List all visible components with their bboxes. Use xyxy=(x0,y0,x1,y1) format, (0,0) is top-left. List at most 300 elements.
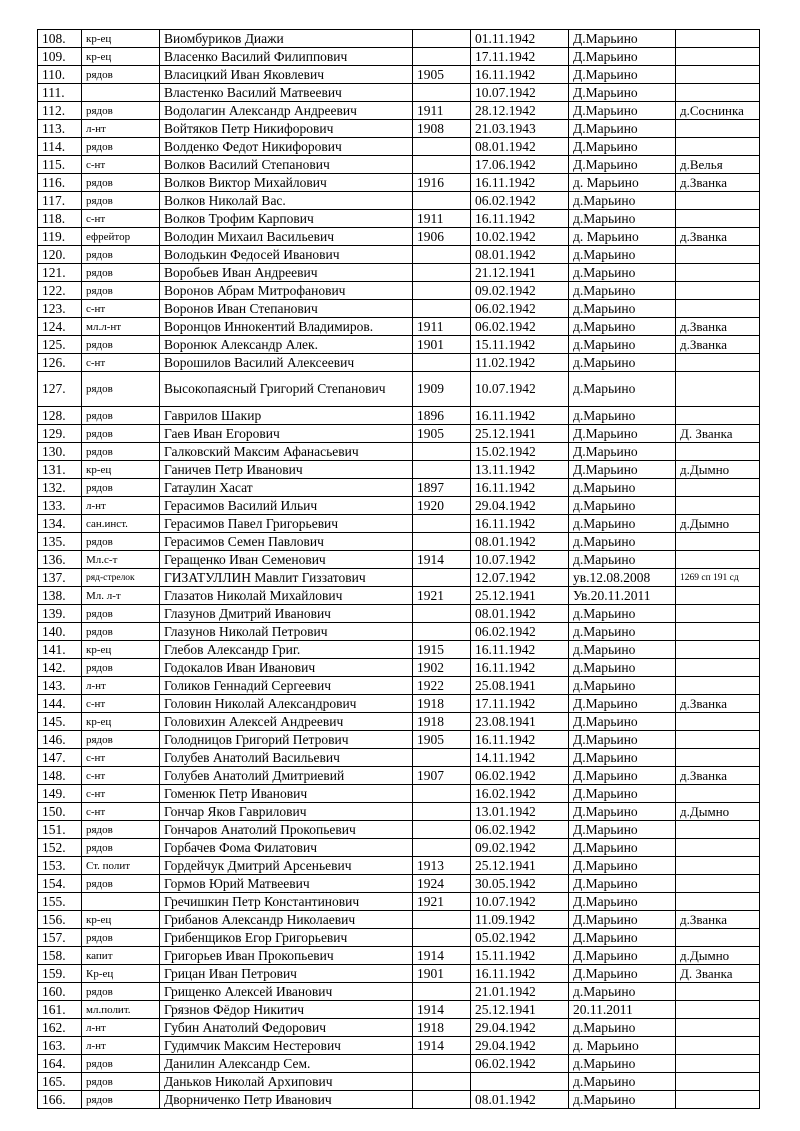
note-cell xyxy=(676,1019,760,1037)
table-row xyxy=(38,533,760,551)
burial-place-cell: Д.Марьино xyxy=(569,120,676,138)
row-number: 127. xyxy=(38,372,82,407)
death-date-cell: 17.11.1942 xyxy=(471,48,569,66)
row-number: 142. xyxy=(38,659,82,677)
name-cell: Водолагин Александр Андреевич xyxy=(160,102,413,120)
burial-place-cell: д.Марьино xyxy=(569,605,676,623)
table-row xyxy=(38,731,760,749)
rank-cell: Мл.с-т xyxy=(82,551,160,569)
name-cell: Гаврилов Шакир xyxy=(160,407,413,425)
table-row xyxy=(38,300,760,318)
table-row xyxy=(38,821,760,839)
note-cell xyxy=(676,1001,760,1019)
note-cell xyxy=(676,210,760,228)
burial-place-cell: д.Марьино xyxy=(569,192,676,210)
row-number: 122. xyxy=(38,282,82,300)
burial-place-cell: Д.Марьино xyxy=(569,875,676,893)
burial-place-cell: Д.Марьино xyxy=(569,443,676,461)
death-date-cell: 08.01.1942 xyxy=(471,605,569,623)
burial-place-cell: Д.Марьино xyxy=(569,911,676,929)
death-date-cell: 09.02.1942 xyxy=(471,282,569,300)
rank-cell: с-нт xyxy=(82,803,160,821)
birth-year-cell xyxy=(413,354,471,372)
table-row xyxy=(38,1091,760,1109)
burial-place-cell: Д.Марьино xyxy=(569,929,676,947)
name-cell: Дворниченко Петр Иванович xyxy=(160,1091,413,1109)
burial-place-cell: Д.Марьино xyxy=(569,713,676,731)
table-row xyxy=(38,929,760,947)
rank-cell: рядов xyxy=(82,102,160,120)
table-row xyxy=(38,587,760,605)
table-row xyxy=(38,120,760,138)
row-number: 155. xyxy=(38,893,82,911)
note-cell: д.Дымно xyxy=(676,515,760,533)
row-number: 123. xyxy=(38,300,82,318)
death-date-cell: 28.12.1942 xyxy=(471,102,569,120)
birth-year-cell xyxy=(413,300,471,318)
name-cell: Грибенщиков Егор Григорьевич xyxy=(160,929,413,947)
burial-place-cell: Д.Марьино xyxy=(569,839,676,857)
rank-cell: ряд-стрелок xyxy=(82,569,160,587)
row-number: 137. xyxy=(38,569,82,587)
row-number: 128. xyxy=(38,407,82,425)
death-date-cell: 15.11.1942 xyxy=(471,947,569,965)
note-cell: 1269 сп 191 сд xyxy=(676,569,760,587)
burial-place-cell: Д.Марьино xyxy=(569,893,676,911)
table-row xyxy=(38,767,760,785)
name-cell: Гоменюк Петр Иванович xyxy=(160,785,413,803)
name-cell: Глазунов Николай Петрович xyxy=(160,623,413,641)
burial-place-cell: д.Марьино xyxy=(569,479,676,497)
table-row xyxy=(38,354,760,372)
death-date-cell: 16.11.1942 xyxy=(471,174,569,192)
rank-cell: Мл. л-т xyxy=(82,587,160,605)
burial-place-cell: Д.Марьино xyxy=(569,785,676,803)
note-cell: д.Соснинка xyxy=(676,102,760,120)
rank-cell: Кр-ец xyxy=(82,965,160,983)
burial-list-table xyxy=(37,29,760,1109)
death-date-cell: 16.11.1942 xyxy=(471,965,569,983)
row-number: 115. xyxy=(38,156,82,174)
row-number: 138. xyxy=(38,587,82,605)
rank-cell: ефрейтор xyxy=(82,228,160,246)
note-cell: д.Велья xyxy=(676,156,760,174)
death-date-cell: 09.02.1942 xyxy=(471,839,569,857)
note-cell: д.Званка xyxy=(676,336,760,354)
table-row xyxy=(38,659,760,677)
burial-place-cell: Д.Марьино xyxy=(569,749,676,767)
row-number: 117. xyxy=(38,192,82,210)
birth-year-cell xyxy=(413,1055,471,1073)
death-date-cell: 15.02.1942 xyxy=(471,443,569,461)
birth-year-cell xyxy=(413,515,471,533)
birth-year-cell: 1897 xyxy=(413,479,471,497)
row-number: 159. xyxy=(38,965,82,983)
death-date-cell: 06.02.1942 xyxy=(471,192,569,210)
name-cell: Володькин Федосей Иванович xyxy=(160,246,413,264)
burial-place-cell: Д.Марьино xyxy=(569,695,676,713)
name-cell: Володин Михаил Васильевич xyxy=(160,228,413,246)
death-date-cell: 11.09.1942 xyxy=(471,911,569,929)
burial-place-cell: д.Марьино xyxy=(569,372,676,407)
table-row xyxy=(38,605,760,623)
row-number: 151. xyxy=(38,821,82,839)
note-cell xyxy=(676,785,760,803)
burial-place-cell: ув.12.08.2008 xyxy=(569,569,676,587)
burial-place-cell: Д.Марьино xyxy=(569,425,676,443)
birth-year-cell xyxy=(413,282,471,300)
note-cell xyxy=(676,48,760,66)
birth-year-cell xyxy=(413,264,471,282)
name-cell: Головин Николай Александрович xyxy=(160,695,413,713)
burial-place-cell: д.Марьино xyxy=(569,1055,676,1073)
birth-year-cell xyxy=(413,48,471,66)
note-cell xyxy=(676,30,760,48)
birth-year-cell xyxy=(413,138,471,156)
death-date-cell: 25.12.1941 xyxy=(471,587,569,605)
burial-place-cell: Д.Марьино xyxy=(569,138,676,156)
rank-cell: л-нт xyxy=(82,1037,160,1055)
burial-place-cell: д.Марьино xyxy=(569,515,676,533)
burial-place-cell: Д.Марьино xyxy=(569,857,676,875)
note-cell xyxy=(676,84,760,102)
rank-cell: рядов xyxy=(82,731,160,749)
death-date-cell: 16.02.1942 xyxy=(471,785,569,803)
name-cell: ГИЗАТУЛЛИН Мавлит Гиззатович xyxy=(160,569,413,587)
burial-place-cell: Д.Марьино xyxy=(569,30,676,48)
row-number: 118. xyxy=(38,210,82,228)
name-cell: Грищенко Алексей Иванович xyxy=(160,983,413,1001)
birth-year-cell xyxy=(413,30,471,48)
birth-year-cell xyxy=(413,929,471,947)
rank-cell: рядов xyxy=(82,623,160,641)
death-date-cell: 25.12.1941 xyxy=(471,857,569,875)
rank-cell: рядов xyxy=(82,336,160,354)
death-date-cell: 06.02.1942 xyxy=(471,318,569,336)
birth-year-cell xyxy=(413,749,471,767)
row-number: 116. xyxy=(38,174,82,192)
rank-cell: кр-ец xyxy=(82,911,160,929)
row-number: 141. xyxy=(38,641,82,659)
rank-cell: рядов xyxy=(82,192,160,210)
row-number: 131. xyxy=(38,461,82,479)
name-cell: Воронюк Александр Алек. xyxy=(160,336,413,354)
rank-cell: рядов xyxy=(82,875,160,893)
note-cell xyxy=(676,497,760,515)
table-row xyxy=(38,318,760,336)
name-cell: Воробьев Иван Андреевич xyxy=(160,264,413,282)
table-row xyxy=(38,1037,760,1055)
name-cell: Голиков Геннадий Сергеевич xyxy=(160,677,413,695)
birth-year-cell: 1905 xyxy=(413,731,471,749)
table-row xyxy=(38,713,760,731)
name-cell: Волков Трофим Карпович xyxy=(160,210,413,228)
death-date-cell: 17.06.1942 xyxy=(471,156,569,174)
row-number: 139. xyxy=(38,605,82,623)
name-cell: Грицан Иван Петрович xyxy=(160,965,413,983)
burial-place-cell: д.Марьино xyxy=(569,983,676,1001)
note-cell xyxy=(676,300,760,318)
death-date-cell: 30.05.1942 xyxy=(471,875,569,893)
table-row xyxy=(38,336,760,354)
burial-place-cell: Д.Марьино xyxy=(569,156,676,174)
name-cell: Геращенко Иван Семенович xyxy=(160,551,413,569)
name-cell: Головихин Алексей Андреевич xyxy=(160,713,413,731)
row-number: 146. xyxy=(38,731,82,749)
row-number: 109. xyxy=(38,48,82,66)
birth-year-cell xyxy=(413,839,471,857)
name-cell: Власицкий Иван Яковлевич xyxy=(160,66,413,84)
death-date-cell: 13.11.1942 xyxy=(471,461,569,479)
burial-place-cell: д.Марьино xyxy=(569,282,676,300)
burial-place-cell: Д.Марьино xyxy=(569,767,676,785)
burial-place-cell: д.Марьино xyxy=(569,551,676,569)
name-cell: Ворошилов Василий Алексеевич xyxy=(160,354,413,372)
name-cell: Гормов Юрий Матвеевич xyxy=(160,875,413,893)
name-cell: Власенко Василий Филиппович xyxy=(160,48,413,66)
burial-place-cell: д.Марьино xyxy=(569,1091,676,1109)
note-cell: д.Дымно xyxy=(676,803,760,821)
birth-year-cell xyxy=(413,192,471,210)
birth-year-cell: 1896 xyxy=(413,407,471,425)
row-number: 149. xyxy=(38,785,82,803)
rank-cell: с-нт xyxy=(82,767,160,785)
row-number: 154. xyxy=(38,875,82,893)
row-number: 144. xyxy=(38,695,82,713)
note-cell xyxy=(676,623,760,641)
birth-year-cell: 1918 xyxy=(413,695,471,713)
name-cell: Горбачев Фома Филатович xyxy=(160,839,413,857)
note-cell xyxy=(676,659,760,677)
burial-place-cell: д.Марьино xyxy=(569,300,676,318)
rank-cell: рядов xyxy=(82,821,160,839)
row-number: 121. xyxy=(38,264,82,282)
note-cell xyxy=(676,875,760,893)
row-number: 130. xyxy=(38,443,82,461)
birth-year-cell: 1905 xyxy=(413,66,471,84)
birth-year-cell xyxy=(413,605,471,623)
burial-place-cell: д.Марьино xyxy=(569,623,676,641)
row-number: 111. xyxy=(38,84,82,102)
note-cell xyxy=(676,443,760,461)
rank-cell: л-нт xyxy=(82,677,160,695)
note-cell xyxy=(676,66,760,84)
note-cell: д.Званка xyxy=(676,174,760,192)
name-cell: Голубев Анатолий Дмитриевий xyxy=(160,767,413,785)
death-date-cell: 10.02.1942 xyxy=(471,228,569,246)
burial-place-cell: Д.Марьино xyxy=(569,821,676,839)
birth-year-cell: 1914 xyxy=(413,1037,471,1055)
note-cell xyxy=(676,731,760,749)
note-cell xyxy=(676,1091,760,1109)
row-number: 110. xyxy=(38,66,82,84)
row-number: 125. xyxy=(38,336,82,354)
burial-place-cell: д.Марьино xyxy=(569,641,676,659)
table-row xyxy=(38,515,760,533)
death-date-cell: 06.02.1942 xyxy=(471,623,569,641)
death-date-cell: 08.01.1942 xyxy=(471,138,569,156)
death-date-cell: 16.11.1942 xyxy=(471,659,569,677)
table-row xyxy=(38,947,760,965)
birth-year-cell: 1914 xyxy=(413,1001,471,1019)
death-date-cell: 11.02.1942 xyxy=(471,354,569,372)
table-row xyxy=(38,641,760,659)
rank-cell: с-нт xyxy=(82,354,160,372)
name-cell: Губин Анатолий Федорович xyxy=(160,1019,413,1037)
birth-year-cell xyxy=(413,821,471,839)
note-cell xyxy=(676,533,760,551)
birth-year-cell: 1911 xyxy=(413,318,471,336)
note-cell xyxy=(676,1037,760,1055)
note-cell: д.Званка xyxy=(676,318,760,336)
rank-cell: рядов xyxy=(82,1073,160,1091)
death-date-cell: 17.11.1942 xyxy=(471,695,569,713)
note-cell xyxy=(676,983,760,1001)
rank-cell: л-нт xyxy=(82,120,160,138)
name-cell: Галковский Максим Афанасьевич xyxy=(160,443,413,461)
death-date-cell: 06.02.1942 xyxy=(471,767,569,785)
table-row xyxy=(38,30,760,48)
birth-year-cell xyxy=(413,533,471,551)
burial-place-cell: д. Марьино xyxy=(569,228,676,246)
birth-year-cell xyxy=(413,911,471,929)
birth-year-cell xyxy=(413,443,471,461)
death-date-cell: 01.11.1942 xyxy=(471,30,569,48)
rank-cell: кр-ец xyxy=(82,713,160,731)
table-row xyxy=(38,803,760,821)
note-cell xyxy=(676,354,760,372)
note-cell: д.Дымно xyxy=(676,947,760,965)
birth-year-cell: 1906 xyxy=(413,228,471,246)
burial-place-cell: д.Марьино xyxy=(569,1073,676,1091)
row-number: 124. xyxy=(38,318,82,336)
burial-place-cell: Д.Марьино xyxy=(569,731,676,749)
row-number: 112. xyxy=(38,102,82,120)
rank-cell: рядов xyxy=(82,246,160,264)
rank-cell: с-нт xyxy=(82,785,160,803)
burial-place-cell: Д.Марьино xyxy=(569,84,676,102)
birth-year-cell: 1913 xyxy=(413,857,471,875)
table-row xyxy=(38,1001,760,1019)
table-row xyxy=(38,407,760,425)
table-row xyxy=(38,875,760,893)
rank-cell: с-нт xyxy=(82,695,160,713)
rank-cell: с-нт xyxy=(82,300,160,318)
burial-place-cell: Д.Марьино xyxy=(569,461,676,479)
table-row xyxy=(38,749,760,767)
rank-cell: рядов xyxy=(82,929,160,947)
death-date-cell: 10.07.1942 xyxy=(471,551,569,569)
table-row xyxy=(38,138,760,156)
name-cell: Гатаулин Хасат xyxy=(160,479,413,497)
table-row xyxy=(38,911,760,929)
row-number: 114. xyxy=(38,138,82,156)
rank-cell: рядов xyxy=(82,443,160,461)
note-cell xyxy=(676,264,760,282)
table-row xyxy=(38,192,760,210)
row-number: 158. xyxy=(38,947,82,965)
burial-place-cell: Д.Марьино xyxy=(569,48,676,66)
name-cell: Данилин Александр Сем. xyxy=(160,1055,413,1073)
table-row xyxy=(38,1055,760,1073)
note-cell xyxy=(676,587,760,605)
name-cell: Воронов Иван Степанович xyxy=(160,300,413,318)
rank-cell: рядов xyxy=(82,138,160,156)
birth-year-cell: 1918 xyxy=(413,1019,471,1037)
note-cell xyxy=(676,282,760,300)
burial-place-cell: д.Марьино xyxy=(569,407,676,425)
note-cell xyxy=(676,1073,760,1091)
table-row xyxy=(38,174,760,192)
row-number: 143. xyxy=(38,677,82,695)
name-cell: Войтяков Петр Никифорович xyxy=(160,120,413,138)
burial-place-cell: Д.Марьино xyxy=(569,66,676,84)
table-row xyxy=(38,102,760,120)
rank-cell: мл.л-нт xyxy=(82,318,160,336)
table-row xyxy=(38,210,760,228)
table-row xyxy=(38,1019,760,1037)
note-cell xyxy=(676,929,760,947)
burial-place-cell: д.Марьино xyxy=(569,677,676,695)
death-date-cell: 05.02.1942 xyxy=(471,929,569,947)
row-number: 140. xyxy=(38,623,82,641)
note-cell xyxy=(676,677,760,695)
row-number: 147. xyxy=(38,749,82,767)
birth-year-cell: 1921 xyxy=(413,587,471,605)
rank-cell: рядов xyxy=(82,839,160,857)
row-number: 152. xyxy=(38,839,82,857)
death-date-cell: 16.11.1942 xyxy=(471,731,569,749)
table-row xyxy=(38,677,760,695)
table-row xyxy=(38,983,760,1001)
birth-year-cell xyxy=(413,1073,471,1091)
table-row xyxy=(38,893,760,911)
birth-year-cell: 1914 xyxy=(413,551,471,569)
birth-year-cell: 1924 xyxy=(413,875,471,893)
row-number: 162. xyxy=(38,1019,82,1037)
rank-cell: капит xyxy=(82,947,160,965)
death-date-cell: 16.11.1942 xyxy=(471,407,569,425)
death-date-cell: 06.02.1942 xyxy=(471,821,569,839)
table-row xyxy=(38,857,760,875)
note-cell xyxy=(676,641,760,659)
burial-place-cell: 20.11.2011 xyxy=(569,1001,676,1019)
table-row xyxy=(38,497,760,515)
death-date-cell: 10.07.1942 xyxy=(471,893,569,911)
birth-year-cell: 1920 xyxy=(413,497,471,515)
table-row xyxy=(38,551,760,569)
table-row xyxy=(38,425,760,443)
row-number: 132. xyxy=(38,479,82,497)
rank-cell: рядов xyxy=(82,264,160,282)
burial-place-cell: д.Марьино xyxy=(569,264,676,282)
row-number: 126. xyxy=(38,354,82,372)
name-cell: Гаев Иван Егорович xyxy=(160,425,413,443)
death-date-cell: 10.07.1942 xyxy=(471,372,569,407)
rank-cell xyxy=(82,893,160,911)
row-number: 153. xyxy=(38,857,82,875)
death-date-cell: 29.04.1942 xyxy=(471,1019,569,1037)
burial-place-cell: д.Марьино xyxy=(569,659,676,677)
death-date-cell: 14.11.1942 xyxy=(471,749,569,767)
name-cell: Григорьев Иван Прокопьевич xyxy=(160,947,413,965)
death-date-cell: 29.04.1942 xyxy=(471,497,569,515)
table-row xyxy=(38,228,760,246)
rank-cell: рядов xyxy=(82,372,160,407)
rank-cell: кр-ец xyxy=(82,30,160,48)
birth-year-cell: 1902 xyxy=(413,659,471,677)
note-cell xyxy=(676,372,760,407)
